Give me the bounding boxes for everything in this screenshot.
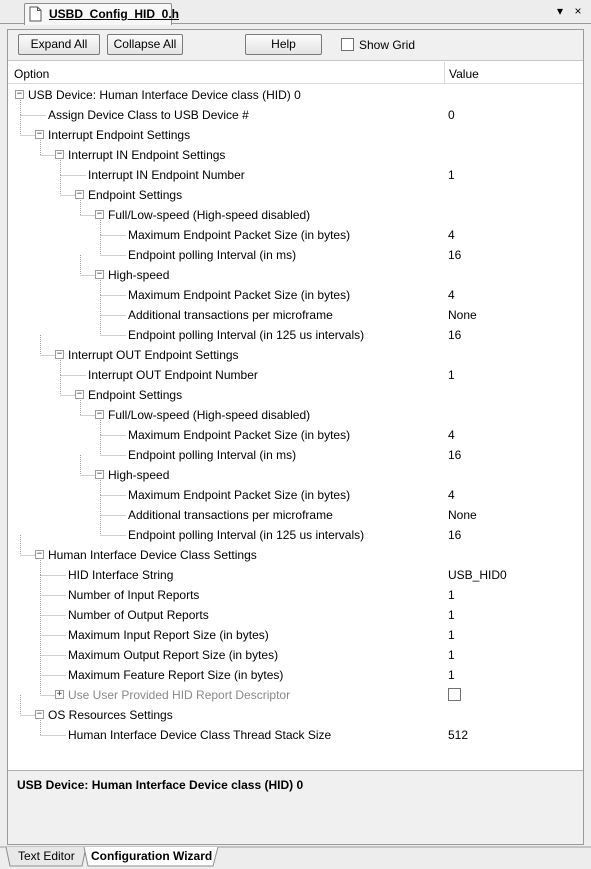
- tree-row-label: Interrupt OUT Endpoint Settings: [68, 348, 239, 362]
- tree-row-label: Interrupt OUT Endpoint Number: [88, 368, 258, 382]
- tree-row-value[interactable]: 1: [448, 628, 455, 642]
- collapse-node-icon[interactable]: −: [36, 549, 43, 559]
- options-tree: [8, 85, 583, 769]
- show-grid-label: Show Grid: [359, 38, 416, 52]
- tree-row-label: Maximum Output Report Size (in bytes): [68, 648, 279, 662]
- collapse-node-icon[interactable]: −: [56, 349, 63, 359]
- tree-row-value[interactable]: 4: [448, 228, 455, 242]
- tree-row-label: OS Resources Settings: [48, 708, 173, 722]
- tree-row[interactable]: [8, 385, 583, 405]
- tree-row[interactable]: [8, 145, 583, 165]
- tree-row[interactable]: [8, 405, 583, 425]
- tree-row[interactable]: [8, 265, 583, 285]
- description-pane: [8, 770, 583, 844]
- tree-row[interactable]: [8, 665, 583, 685]
- tree-row-label: Maximum Input Report Size (in bytes): [68, 628, 269, 642]
- tree-row[interactable]: [8, 365, 583, 385]
- tree-row-value[interactable]: 4: [448, 288, 455, 302]
- tree-row-value[interactable]: USB_HID0: [448, 568, 507, 582]
- tree-row[interactable]: [8, 565, 583, 585]
- tree-row-label: Maximum Feature Report Size (in bytes): [68, 668, 284, 682]
- tree-row-label: Full/Low-speed (High-speed disabled): [108, 408, 311, 422]
- tree-row-value[interactable]: 1: [448, 168, 455, 182]
- tree-row-label: Endpoint Settings: [88, 188, 183, 202]
- tree-row-value[interactable]: 4: [448, 488, 455, 502]
- tree-row-value[interactable]: 1: [448, 368, 455, 382]
- help-button[interactable]: Help: [245, 34, 322, 55]
- tree-row-label: Number of Output Reports: [68, 608, 209, 622]
- value-checkbox[interactable]: [448, 688, 461, 701]
- tree-row[interactable]: [8, 425, 583, 445]
- tree-row-value[interactable]: 16: [448, 528, 462, 542]
- tree-row-label: Interrupt IN Endpoint Settings: [68, 148, 226, 162]
- tree-row[interactable]: [8, 525, 583, 545]
- expand-node-icon[interactable]: +: [56, 689, 63, 699]
- tree-row[interactable]: [8, 205, 583, 225]
- tree-row[interactable]: [8, 185, 583, 205]
- collapse-node-icon[interactable]: −: [56, 149, 63, 159]
- collapse-node-icon[interactable]: −: [76, 189, 83, 199]
- tree-row-label: USB Device: Human Interface Device class (HID) 0: [28, 88, 301, 102]
- tree-row-label: Interrupt Endpoint Settings: [48, 128, 191, 142]
- collapse-node-icon[interactable]: −: [36, 129, 43, 139]
- tree-row[interactable]: [8, 105, 583, 125]
- document-tab-title: USBD_Config_HID_0.h: [49, 7, 180, 21]
- tree-row-value[interactable]: 1: [448, 608, 455, 622]
- tree-row-label: Human Interface Device Class Thread Stack Size: [68, 728, 332, 742]
- tree-row[interactable]: [8, 645, 583, 665]
- tree-row-label: HID Interface String: [68, 568, 174, 582]
- configuration-wizard-panel: [7, 29, 584, 845]
- collapse-node-icon[interactable]: −: [16, 89, 23, 99]
- tab-text-editor[interactable]: Text Editor: [18, 849, 75, 863]
- tree-row-value[interactable]: 1: [448, 648, 455, 662]
- document-tab-strip: [0, 0, 591, 24]
- tree-row[interactable]: [8, 165, 583, 185]
- tree-row-value[interactable]: 16: [448, 248, 462, 262]
- tree-row[interactable]: [8, 605, 583, 625]
- tab-configuration-wizard[interactable]: Configuration Wizard: [91, 849, 213, 863]
- tree-row[interactable]: [8, 705, 583, 725]
- tree-row[interactable]: [8, 125, 583, 145]
- tree-row[interactable]: [8, 85, 583, 105]
- tree-row-value[interactable]: 16: [448, 328, 462, 342]
- close-tab-icon[interactable]: ×: [574, 4, 582, 18]
- collapse-node-icon[interactable]: −: [96, 209, 103, 219]
- tree-row[interactable]: [8, 485, 583, 505]
- tree-row-label: Human Interface Device Class Settings: [48, 548, 257, 562]
- tree-row-label: Use User Provided HID Report Descriptor: [68, 688, 291, 702]
- description-text: USB Device: Human Interface Device class (HID) 0: [17, 778, 304, 792]
- tree-row-label: Additional transactions per microframe: [128, 308, 333, 322]
- tree-row-label: Interrupt IN Endpoint Number: [88, 168, 245, 182]
- tree-row[interactable]: [8, 445, 583, 465]
- collapse-node-icon[interactable]: −: [96, 469, 103, 479]
- file-icon: [29, 6, 42, 22]
- tree-row-label: Full/Low-speed (High-speed disabled): [108, 208, 311, 222]
- option-column-header[interactable]: Option: [14, 67, 50, 81]
- bottom-tab-shapes: [0, 846, 591, 869]
- tree-row-value[interactable]: 16: [448, 448, 462, 462]
- tree-row-label: Endpoint Settings: [88, 388, 183, 402]
- tree-row[interactable]: [8, 225, 583, 245]
- tree-row-label: High-speed: [108, 468, 170, 482]
- document-tab[interactable]: [24, 3, 180, 25]
- tree-row-label: Maximum Endpoint Packet Size (in bytes): [128, 288, 351, 302]
- tree-row-label: Endpoint polling Interval (in ms): [128, 248, 297, 262]
- collapse-all-button[interactable]: Collapse All: [107, 34, 183, 55]
- tree-row[interactable]: [8, 505, 583, 525]
- tree-row[interactable]: [8, 725, 583, 745]
- tree-row[interactable]: [8, 325, 583, 345]
- tree-row[interactable]: [8, 545, 583, 565]
- expand-all-button[interactable]: Expand All: [18, 34, 100, 55]
- tree-row-label: Endpoint polling Interval (in ms): [128, 448, 297, 462]
- tree-row[interactable]: [8, 585, 583, 605]
- tab-list-dropdown-icon[interactable]: ▾: [556, 4, 564, 18]
- tree-row-value[interactable]: None: [448, 508, 477, 522]
- tree-row-value[interactable]: 1: [448, 668, 455, 682]
- column-divider[interactable]: [444, 62, 445, 84]
- tree-row[interactable]: [8, 465, 583, 485]
- tree-row-label: Maximum Endpoint Packet Size (in bytes): [128, 428, 351, 442]
- tree-row-label: Assign Device Class to USB Device #: [48, 108, 249, 122]
- collapse-node-icon[interactable]: −: [36, 709, 43, 719]
- tree-row-value[interactable]: None: [448, 308, 477, 322]
- tree-row-label: Maximum Endpoint Packet Size (in bytes): [128, 488, 351, 502]
- tree-row-label: Additional transactions per microframe: [128, 508, 333, 522]
- tree-row[interactable]: [8, 245, 583, 265]
- tree-row-label: Endpoint polling Interval (in 125 us intervals): [128, 528, 365, 542]
- bottom-tab-strip: [0, 846, 591, 869]
- column-header: [8, 62, 583, 84]
- tree-row-label: High-speed: [108, 268, 170, 282]
- show-grid-checkbox[interactable]: [341, 38, 354, 51]
- value-column-header[interactable]: Value: [449, 67, 479, 81]
- tree-row-value[interactable]: 1: [448, 588, 455, 602]
- collapse-node-icon[interactable]: −: [76, 389, 83, 399]
- tree-row-value[interactable]: 0: [448, 108, 455, 122]
- tree-row-value[interactable]: 512: [448, 728, 469, 742]
- tree-row-label: Endpoint polling Interval (in 125 us intervals): [128, 328, 365, 342]
- collapse-node-icon[interactable]: −: [96, 269, 103, 279]
- collapse-node-icon[interactable]: −: [96, 409, 103, 419]
- tree-row[interactable]: [8, 685, 583, 705]
- tree-row[interactable]: [8, 305, 583, 325]
- wizard-toolbar: [8, 30, 583, 61]
- tree-row-label: Maximum Endpoint Packet Size (in bytes): [128, 228, 351, 242]
- tree-row[interactable]: [8, 285, 583, 305]
- tree-row[interactable]: [8, 345, 583, 365]
- tree-row-value[interactable]: 4: [448, 428, 455, 442]
- tree-row-label: Number of Input Reports: [68, 588, 200, 602]
- tree-row[interactable]: [8, 625, 583, 645]
